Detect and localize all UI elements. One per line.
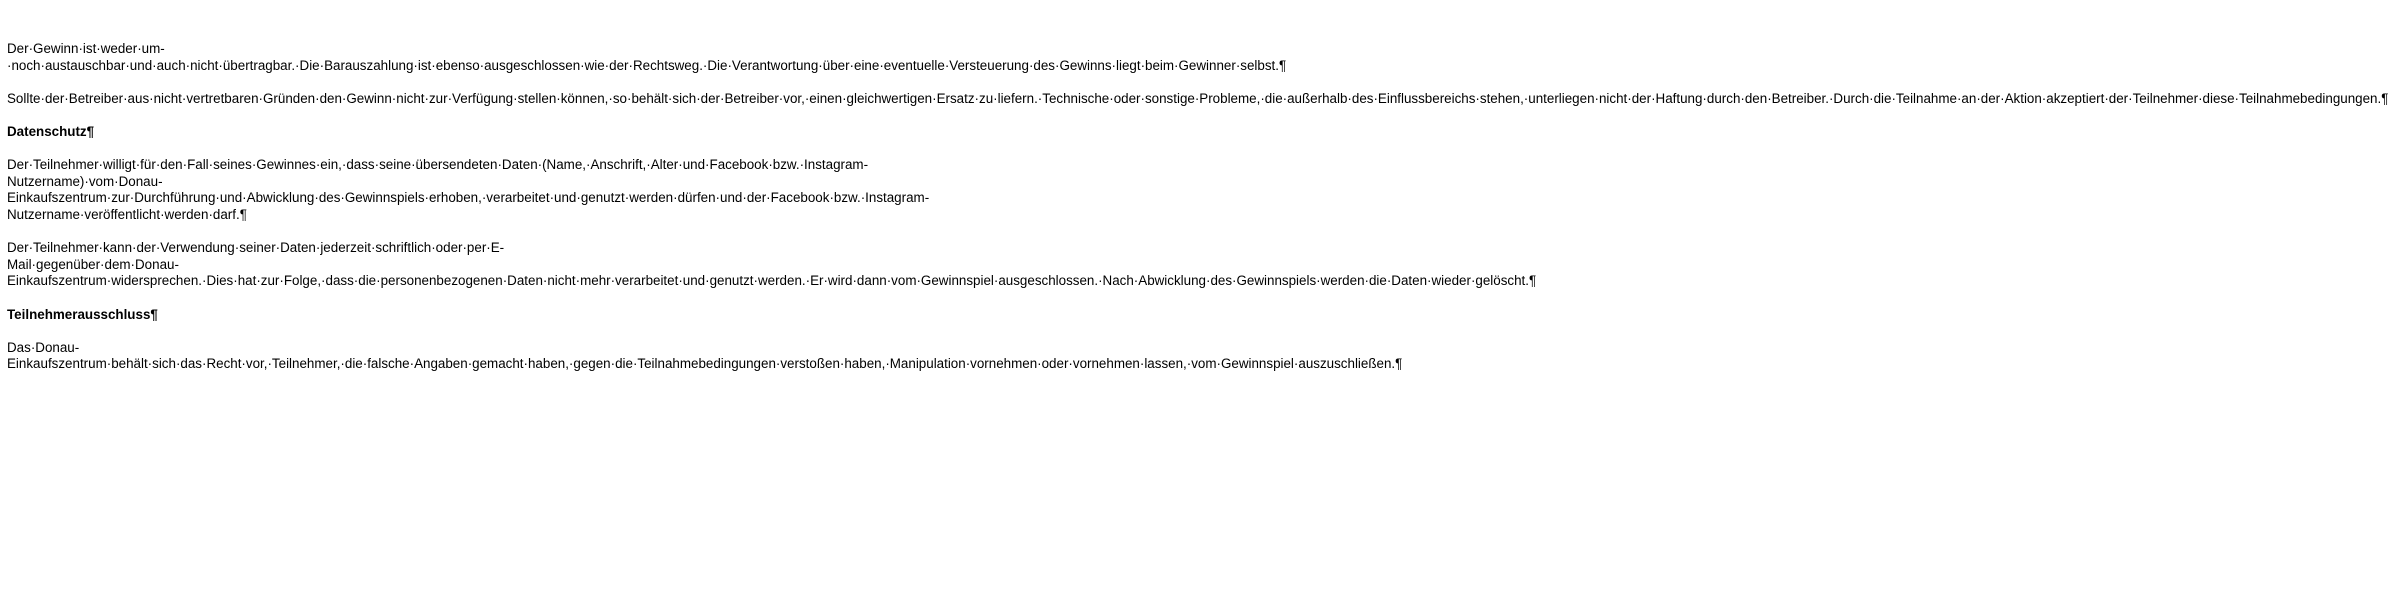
- pilcrow-mark: ¶: [1529, 273, 1537, 289]
- paragraph-text: Der·Gewinn·ist·weder·um-·noch·austauschbar·und·auch·nicht·übertragbar.·Die·Barauszahlung·ist·ebenso·ausgeschlossen·wie·der·Rechtsweg.·Die·Verantwortung·über·eine·eventuelle·Versteuerung·des·Gewinns·liegt·beim·Gewinner·selbst.: [7, 41, 1279, 73]
- paragraph-text: Der·Teilnehmer·willigt·für·den·Fall·seines·Gewinnes·ein,·dass·seine·übersendeten·Daten·(Name,·Anschrift,·Alter·und·Facebook·bzw.·Instagram-Nutzername)·vom·Donau-Einkaufszentrum·zur·Durchführung·und·Abwicklung·des·Gewinnspiels·erhoben,·verarbeitet·und·genutzt·werden·dürfen·und·der·Facebook·bzw.·Instagram-Nutzername·veröffentlicht·werden·darf.: [7, 157, 930, 222]
- heading-datenschutz: [7, 124, 590, 141]
- heading-text: Teilnehmerausschluss: [7, 306, 151, 322]
- pilcrow-mark: ¶: [2381, 90, 2388, 106]
- pilcrow-mark: ¶: [86, 123, 95, 139]
- pilcrow-mark: ¶: [150, 306, 158, 322]
- heading-text: Datenschutz: [7, 123, 87, 139]
- paragraph-text: Sollte·der·Betreiber·aus·nicht·vertretbaren·Gründen·den·Gewinn·nicht·zur·Verfügung·stellen·können,·so·behält·sich·der·Betreiber·vor,·einen·gleichwertigen·Ersatz·zu·liefern.·Technische·oder·sonstige·Probleme,·die·außerhalb·des·Einflussbereichs·stehen,·unterliegen·nicht·der·Haftung·durch·den·Betreiber.·Durch·die·Teilnahme·an·der·Aktion·akzeptiert·der·Teilnehmer·diese·Teilnahmebedingungen.: [7, 90, 2382, 106]
- pilcrow-mark: ¶: [1395, 356, 1403, 372]
- pilcrow-mark: ¶: [239, 206, 247, 222]
- paragraph-participant-exclusion: [7, 339, 1403, 373]
- paragraph-data-objection: [7, 240, 1537, 290]
- document-page: [7, 41, 2388, 389]
- pilcrow-mark: ¶: [1279, 57, 1287, 73]
- paragraph-data-consent: [7, 157, 930, 223]
- paragraph-prize-terms: [7, 41, 1287, 74]
- paragraph-text: Das·Donau-Einkaufszentrum·behält·sich·das·Recht·vor,·Teilnehmer,·die·falsche·Angaben·gemacht·haben,·gegen·die·Teilnahmebedingungen·verstoßen·haben,·Manipulation·vornehmen·oder·vornehmen·lassen,·vom·Gewinnspiel·auszuschließen.: [7, 339, 1396, 372]
- paragraph-operator-liability: [7, 90, 2388, 108]
- paragraph-text: Der·Teilnehmer·kann·der·Verwendung·seiner·Daten·jederzeit·schriftlich·oder·per·E-Mail·gegenüber·dem·Donau-Einkaufszentrum·widersprechen.·Dies·hat·zur·Folge,·dass·die·personenbezogenen·Daten·nicht·mehr·verarbeitet·und·genutzt·werden.·Er·wird·dann·vom·Gewinnspiel·ausgeschlossen.·Nach·Abwicklung·des·Gewinnspiels·werden·die·Daten·wieder·gelöscht.: [7, 240, 1529, 289]
- heading-teilnehmerausschluss: [7, 307, 590, 324]
